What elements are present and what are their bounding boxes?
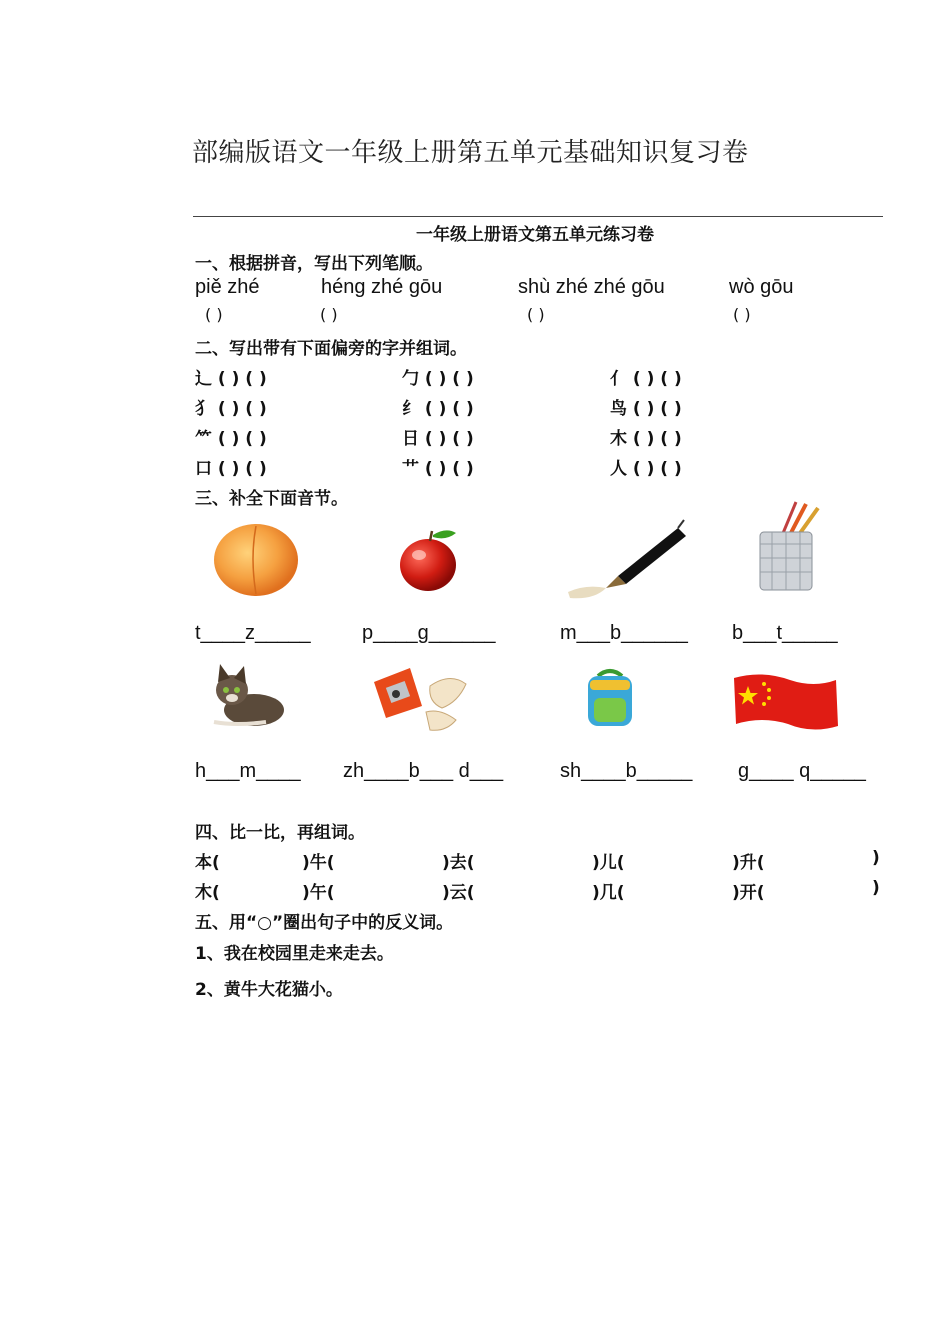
section-5-heading: 五、用“○”圈出句子中的反义词。 xyxy=(195,913,454,933)
peach-icon xyxy=(210,518,302,600)
compare-1b: )牛( xyxy=(302,853,335,873)
syllable-blank-4[interactable]: b___t_____ xyxy=(732,622,838,644)
compare-2b: )午( xyxy=(302,883,335,903)
divider-line xyxy=(193,216,883,217)
sentence-1: 1、我在校园里走来走去。 xyxy=(195,944,394,964)
radical-row-1-c: 亻 ( ) ( ) xyxy=(610,369,682,389)
document-title: 部编版语文一年级上册第五单元基础知识复习卷 xyxy=(192,138,749,168)
radical-row-2-c: 鸟 ( ) ( ) xyxy=(610,399,682,419)
sharpener-icon xyxy=(370,662,472,736)
pinyin-3: shù zhé zhé gōu xyxy=(518,276,665,298)
compare-1e: )升( xyxy=(732,853,765,873)
radical-row-4-b: 艹 ( ) ( ) xyxy=(402,459,474,479)
sheet-title: 一年级上册语文第五单元练习卷 xyxy=(416,225,654,245)
radical-row-1-a: 辶 ( ) ( ) xyxy=(195,369,267,389)
brush-icon xyxy=(566,518,690,602)
pencil-holder-icon xyxy=(752,498,826,594)
compare-1d: )儿( xyxy=(592,853,625,873)
syllable-blank-2[interactable]: p____g______ xyxy=(362,622,496,644)
syllable-blank-1[interactable]: t____z_____ xyxy=(195,622,311,644)
compare-2a: 木( xyxy=(195,883,220,903)
answer-paren-4[interactable]: ( ) xyxy=(733,305,751,324)
radical-row-2-a: 犭 ( ) ( ) xyxy=(195,399,267,419)
radical-row-3-a: ⺮ ( ) ( ) xyxy=(195,429,267,449)
compare-2f: ) xyxy=(872,878,880,898)
pinyin-1: piě zhé xyxy=(195,276,260,298)
syllable-blank-7[interactable]: sh____b_____ xyxy=(560,760,693,782)
apple-icon xyxy=(398,525,462,593)
syllable-blank-5[interactable]: h___m____ xyxy=(195,760,301,782)
syllable-blank-3[interactable]: m___b______ xyxy=(560,622,688,644)
flag-icon xyxy=(732,672,840,734)
kitten-icon xyxy=(206,660,288,732)
pinyin-4: wò gōu xyxy=(729,276,794,298)
section-4-heading: 四、比一比，再组词。 xyxy=(195,823,365,843)
answer-paren-3[interactable]: ( ) xyxy=(527,305,545,324)
syllable-blank-6[interactable]: zh____b___ d___ xyxy=(343,760,504,782)
section-1-heading: 一、根据拼音，写出下列笔顺。 xyxy=(195,254,433,274)
compare-1a: 本( xyxy=(195,853,220,873)
pinyin-2: héng zhé gōu xyxy=(321,276,443,298)
schoolbag-icon xyxy=(580,666,640,730)
radical-row-3-b: 日 ( ) ( ) xyxy=(402,429,474,449)
compare-2c: )云( xyxy=(442,883,475,903)
radical-row-1-b: 勹 ( ) ( ) xyxy=(402,369,474,389)
radical-row-4-c: 人 ( ) ( ) xyxy=(610,459,682,479)
sentence-2: 2、黄牛大花猫小。 xyxy=(195,980,343,1000)
compare-1f: ) xyxy=(872,848,880,868)
compare-1c: )去( xyxy=(442,853,475,873)
compare-2d: )几( xyxy=(592,883,625,903)
radical-row-4-a: 口 ( ) ( ) xyxy=(195,459,267,479)
answer-paren-2[interactable]: ( ) xyxy=(320,305,338,324)
compare-2e: )开( xyxy=(732,883,765,903)
radical-row-3-c: 木 ( ) ( ) xyxy=(610,429,682,449)
radical-row-2-b: 纟 ( ) ( ) xyxy=(402,399,474,419)
section-2-heading: 二、写出带有下面偏旁的字并组词。 xyxy=(195,339,467,359)
answer-paren-1[interactable]: ( ) xyxy=(205,305,223,324)
syllable-blank-8[interactable]: g____ q_____ xyxy=(738,760,866,782)
section-3-heading: 三、补全下面音节。 xyxy=(195,489,348,509)
